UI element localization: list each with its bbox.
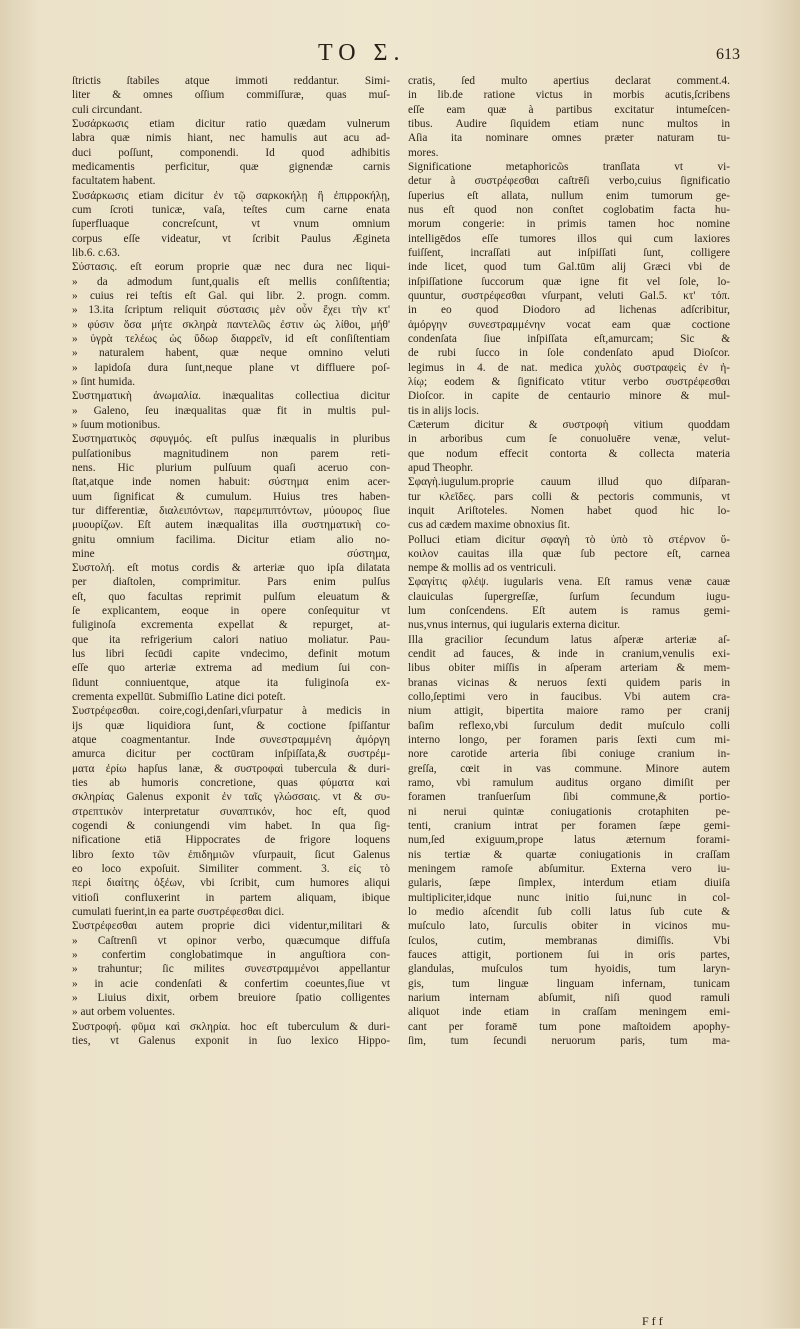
text-line: cendit ad fauces, & inde in cranium,venulis exi-	[408, 648, 730, 661]
text-line: eſſe quo arteriæ extrema ad medium ſui con-	[72, 662, 390, 675]
text-line: cant per foramē tum pone maſtoidem apophy-	[408, 1020, 730, 1033]
text-line: eo loco expoſuit. Similiter comment. 3. εἰς τὸ	[72, 863, 390, 876]
text-line: κοιλον cauitas illa quæ ſub pectore eſt, carnea	[408, 547, 730, 560]
text-line: cus ad cædem maxime obnoxius ſit.	[408, 519, 570, 532]
text-line: λίῳ; eodem & ſignificato vtitur verbo συστρέφεσθαι	[408, 375, 730, 388]
text-line: Cæterum dicitur & συστροφὴ vitium quoddam	[408, 418, 730, 431]
text-line: ſculos, cutim, membranas dimiſſis. Vbi	[408, 934, 730, 947]
text-line: quuntur, συστρέφεσθαι vſurpant, veluti Gal.5. κτ' τόπ.	[408, 289, 730, 302]
text-line: tibus. Audire ſiquidem etiam nunc multos in	[408, 117, 730, 130]
text-line: nificatione etiā Hippocrates de frigore loquens	[72, 834, 390, 847]
text-line: μυουρίζων. Eſt autem inæqualitas illa συστηματικὴ co-	[72, 519, 390, 532]
text-line: » naturalem habent, quæ neque omnino veluti	[72, 347, 390, 360]
text-line: collo,ſeptimi vero in faucibus. Vbi autem cra-	[408, 691, 730, 704]
text-line: Illa gracilior ſecundum latus aſperæ arteriæ aſ-	[408, 633, 730, 646]
text-line: ties ab humoris concretione, quas φύματα καὶ	[72, 777, 390, 790]
text-line: ſtrictis ſtabiles atque immoti reddantur. Simi-	[72, 75, 390, 87]
text-line: culi circundant.	[72, 103, 143, 116]
text-line: libus obiter miſſis in aſperam arteriam & mem-	[408, 662, 730, 675]
text-line: » φύσιν ὅσα μήτε σκληρὰ παντελῶς ἐστιν ὡς λίθοι, μήθ'	[72, 318, 390, 331]
text-line: nens. Hic plurium pulſuum quaſi aceruo con-	[72, 461, 390, 474]
text-line: ties, vt Galenus exponit in ſuo lexico Hippo-	[72, 1034, 390, 1047]
text-line: » aut orbem voluentes.	[72, 1006, 175, 1019]
text-line: » ſint humida.	[72, 375, 136, 388]
text-line: » da admodum ſunt,qualis eſt mellis conſiſtentia;	[72, 275, 390, 288]
text-line: labra quæ nimis hiant, nec hamulis aut acu ad-	[72, 132, 390, 145]
page-number: 613	[716, 46, 740, 63]
text-line: condenſata ſiue inſpiſſata eſt,amurcam; Sic &	[408, 332, 730, 345]
text-line: pulſationibus magnitudinem non parem reti-	[72, 447, 390, 460]
text-line: intelligēdos eſſe tumores illos qui cum laxiores	[408, 232, 730, 245]
text-line: Significatione metaphoricῶs tranſlata vt vi-	[408, 160, 730, 173]
text-line: liter & omnes oſſium commiſſuræ, quas muſ-	[72, 89, 390, 102]
text-line: lus libri ſecūdi capite vndecimo, definit motum	[72, 648, 390, 661]
text-line: nis tertiæ & quartæ coniugationis in craſſam	[408, 848, 730, 861]
text-line: ijs quæ liquidiora ſunt, & coctione ſpiſſantur	[72, 719, 390, 732]
text-line: ramo, vbi ramulum auditus organo dimiſit per	[408, 777, 730, 790]
text-line: Σφαγίτις φλέψ. iugularis vena. Eſt ramus venæ cauæ	[408, 576, 730, 589]
text-line: de rubi ſucco in ſole condenſato apud Dioſcor.	[408, 347, 730, 360]
text-line: Συστρέφεσθαι. coire,cogi,denſari,vſurpatur à medicis in	[72, 705, 390, 718]
text-line: tis in alijs locis.	[408, 404, 479, 417]
text-line: lo medio aſcendit ſub colli latus ſub cute &	[408, 906, 730, 919]
text-line: cratis, ſed multo apertius declarat comment.4.	[408, 75, 730, 87]
text-line: nium attigit, bipertita maiore ramo per cranij	[408, 705, 730, 718]
text-line: crementa expellūt. Submiſſio Latine dici poteſt.	[72, 691, 286, 704]
text-line: » ſuum motionibus.	[72, 418, 161, 431]
text-line: amurca dicitur per coctūram inſpiſſata,& συστρέμ-	[72, 748, 390, 761]
text-line: nore carotide arteria ſibi coniuge cranium in-	[408, 748, 730, 761]
text-line: ſuperfluaque concreſcunt, vt vnum omnium	[72, 218, 390, 231]
text-line: » Caſtrenſi vt opinor verbo, quæcumque diffuſa	[72, 934, 390, 947]
text-line: uum ſignificat & cumulum. Huius tres haben-	[72, 490, 390, 503]
text-line: in arboribus cum ſe conuoluēre venæ, velut-	[408, 433, 730, 446]
text-line: περὶ διαίτης ὀξέων, vbi ſcribit, cum humores aliqui	[72, 877, 390, 890]
text-line: » Galeno, ſeu inæqualitas quæ fit in multis pul-	[72, 404, 390, 417]
text-line: clauiculas ſupergreſſæ, ſurſum ſecundum iugu-	[408, 590, 730, 603]
text-line: in eo quod Diodoro ad lichenas adſcribitur,	[408, 304, 730, 317]
text-line: tur κλεῖδες. pars colli & pectoris communis, vt	[408, 490, 730, 503]
text-line: gnitu omnium facilima. Dicitur etiam alio no-	[72, 533, 390, 546]
text-line: foramen tranſuerſum ſibi commune,& portio-	[408, 791, 730, 804]
text-line: morum congerie: in primis tamen hoc nomine	[408, 218, 730, 231]
right-column	[408, 74, 730, 1048]
text-line: muſculo lato, ſurculis obiter in vicinos mu-	[408, 920, 730, 933]
text-line: branas vicinas & neruos ſexti quidem paris in	[408, 676, 730, 689]
text-line: » Liuius dixit, orbem breuiore ſpatio colligentes	[72, 992, 390, 1004]
text-line: Σφαγὴ.iugulum.proprie cauum illud quo diſparan-	[408, 476, 730, 489]
text-line: Σύστασις. eſt eorum proprie quæ nec dura nec liqui-	[72, 261, 390, 274]
text-line: nus,vnus internus, qui iugularis externa dicitur.	[408, 619, 621, 632]
text-line: inquit Ariſtoteles. Nomen habet quod hic lo-	[408, 504, 730, 517]
text-line: inde licet, quod tum Gal.tūm alij Græci vbi de	[408, 261, 730, 274]
text-line: nus eſt quod non conſtet coglobatim facta hu-	[408, 203, 730, 216]
text-line: fuliginoſa excrementa expellat & repurget, at-	[72, 619, 390, 632]
text-line: Συσάρκωσις etiam dicitur ratio quædam vulnerum	[72, 117, 390, 130]
text-line: aliquot inde etiam in craſſam meningem emi-	[408, 1006, 730, 1019]
text-line: atque coagmentantur. Inde συνεστραμμένη ἀμόργη	[72, 734, 390, 747]
text-line: greſſa, cœit in vas commune. Minore autem	[408, 762, 730, 775]
text-line: que nodum effecit contorta & collecta materia	[408, 447, 730, 460]
text-line: in lib.de ratione victus in morbis acutis,ſcribens	[408, 89, 730, 102]
text-line: Συστροφή. φῦμα καὶ σκληρία. hoc eſt tuberculum & duri-	[72, 1020, 390, 1033]
text-line: gis, tum linguæ linguam infernam, tunicam	[408, 977, 730, 990]
text-line: ſim, tum ſecundi neruorum paris, tum ma-	[408, 1034, 730, 1047]
text-line: gularis, ſæpe ſimplex, interdum etiam diuiſa	[408, 877, 730, 890]
text-line: facultatem habent.	[72, 175, 156, 188]
text-line: inſpiſſatione ſuccorum quæ igne fit vel ſole, lo-	[408, 275, 730, 288]
text-line: » trahuntur; ſic milites συνεστραμμένοι appellantur	[72, 963, 390, 976]
text-line: ſe explicantem, eoque in opere conſequitur vt	[72, 605, 390, 618]
text-line: Συστολή. eſt motus cordis & arteriæ quo ipſa dilatata	[72, 562, 390, 575]
text-line: » 13.ita ſcriptum reliquit σύστασις μὲν οὖν ἔχει τὴν κτ'	[72, 304, 390, 317]
page-header	[0, 40, 800, 68]
text-line: tenti, cranium intrat per foramen ſæpe gemi-	[408, 820, 730, 833]
text-line: Aſia ita nominare omnes præter naturam tu-	[408, 132, 730, 145]
text-line: cum ſcroti tunicæ, vaſa, teſtes cum carne enata	[72, 203, 390, 216]
text-line: narium internam abſumit, niſi quod ramuli	[408, 992, 730, 1004]
text-line: lib.6. c.63.	[72, 246, 121, 259]
text-line: » ὑγρὰ τελέως ὡς ὕδωρ διαρρεῖν, id eſt conſiſtentiam	[72, 332, 390, 345]
text-line: eſt, quo facultas reprimit pulſum eleuatum &	[72, 590, 390, 603]
text-line: ſuperius eſt allata, nullum enim tumorum ge-	[408, 189, 730, 202]
text-line: que ita refrigerium calori natiuo moliatur. Pau-	[72, 633, 390, 646]
text-line: baſim reflexo,vbi ſurculum dedit muſculo colli	[408, 719, 730, 732]
text-line: libro ſexto τῶν ἐπιδημιῶν vſurpauit, ſicut Galenus	[72, 848, 390, 861]
text-line: Polluci etiam dicitur σφαγὴ τὸ ὑπὸ τὸ στέρνον ὕ-	[408, 533, 730, 546]
text-line: apud Theophr.	[408, 461, 474, 474]
text-line: multipliciter,idque nunc initio ſui,nunc in col-	[408, 891, 730, 904]
text-line: num,ſed exiguum,prope latus æternum forami-	[408, 834, 730, 847]
text-line: στρεπτικὸν interpretatur συναπτικόν, hoc eſt, quod	[72, 805, 390, 818]
text-line: σκληρίας Galenus exponit ἐν ταῖς γλώσσαις. vt & συ-	[72, 791, 390, 804]
running-head: ΤΟ Σ.	[318, 40, 406, 66]
text-line: mine σύστημα,	[72, 547, 390, 560]
text-line: fauces attigit, portionem ſui in oris partes,	[408, 949, 730, 962]
text-line: vitioſi confluxerint in partem aliquam, ibique	[72, 891, 390, 904]
text-line: Συστηματικὸς σφυγμός. eſt pulſus inæqualis in pluribus	[72, 433, 390, 446]
text-line: » cuius rei teſtis eſt Gal. qui libr. 2. progn. comm.	[72, 289, 390, 302]
text-line: Συστηματικὴ ἀνωμαλία. inæqualitas collectiua dicitur	[72, 390, 390, 403]
text-line: ματα ἐρίω hapſus lanæ, & συστροφαὶ tubercula & duri-	[72, 762, 390, 775]
text-line: ἀμόργην συνεστραμμένην vocat eam quæ coctione	[408, 318, 730, 331]
text-line: Συσάρκωσις etiam dicitur ἐν τῷ σαρκοκήλῃ ἢ ἐπιρροκήλῃ,	[72, 189, 390, 202]
text-line: eſſe eam quæ à partibus excitatur intumeſcen-	[408, 103, 730, 116]
text-line: cumulati fuerint,in ea parte συστρέφεσθαι dici.	[72, 906, 285, 919]
text-line: » in acie condenſati & confertim coeuntes,ſiue vt	[72, 977, 390, 990]
text-line: per diaſtolen, comprimitur. Pars enim pulſus	[72, 576, 390, 589]
text-line: nempe & mollis ad os ventriculi.	[408, 562, 557, 575]
text-line: glandulas, muſculos tum hyoidis, tum laryn-	[408, 963, 730, 976]
text-line: detur à συστρέφεσθαι caſtrēſi verbo,cuius ſignificatio	[408, 175, 730, 188]
text-line: lum conſcendens. Eſt autem is ramus gemi-	[408, 605, 730, 618]
left-column	[72, 74, 390, 1048]
text-line: mores.	[408, 146, 439, 159]
text-line: medicamentis perficitur, quæ gignendæ carnis	[72, 160, 390, 173]
text-line: » confertim conglobatimque in anguſtiora con-	[72, 949, 390, 962]
signature-mark: F f f	[642, 1314, 663, 1328]
text-line: fuiſſent, incraſſati aut inſpiſſati ſunt, colligere	[408, 246, 730, 259]
text-line: corpus eſſe videatur, vt ſcribit Paulus Ægineta	[72, 232, 390, 245]
text-line: legimus in 4. de nat. medica χυλὸς συστραφεὶς ἐν ἡ-	[408, 361, 730, 374]
text-line: cogendi & coniungendi vim habet. In qua ſig-	[72, 820, 390, 833]
text-line: » lapidoſa dura ſunt,neque plane vt diffluere poſ-	[72, 361, 390, 374]
text-line: ni nerui quintæ coniugationis crotaphiten pe-	[408, 805, 730, 818]
text-line: tur differentiæ, διαλειπόντων, παρεμπιπτόντων, μύουρος ſiue	[72, 504, 390, 517]
text-line: ſidunt conniuentque, atque ita fuliginoſa ex-	[72, 676, 390, 689]
text-line: duci poſſunt, componendi. Id quod adhibitis	[72, 146, 390, 159]
text-line: meningem ramoſe abſumitur. Externa vero iu-	[408, 863, 730, 876]
text-line: Dioſcor. in capite de centaurio minore & mul-	[408, 390, 730, 403]
text-line: interno longo, per foramen paris ſexti cum mi-	[408, 734, 730, 747]
text-line: Συστρέφεσθαι autem proprie dici videntur,militari &	[72, 920, 390, 933]
text-line: ſtat,atque inde nomen habuit: σύστημα enim acer-	[72, 476, 390, 489]
